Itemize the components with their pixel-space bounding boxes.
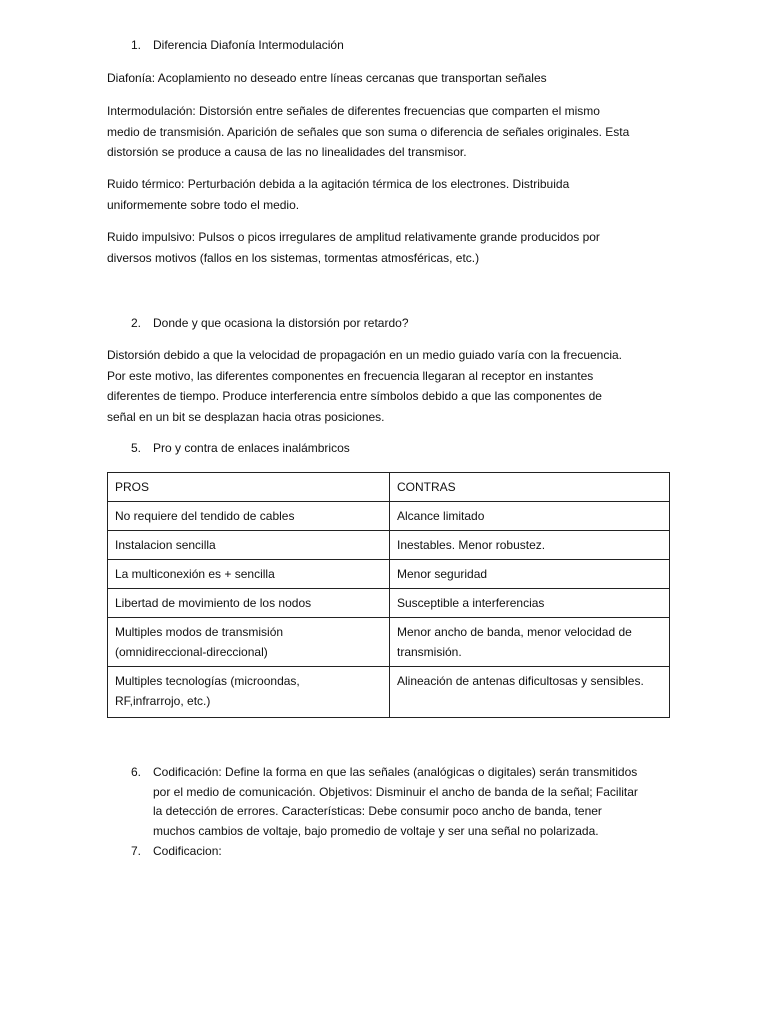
section-number: 6. [131,765,142,779]
section-title: Pro y contra de enlaces inalámbricos [153,441,350,455]
distorsion-retardo-paragraph [107,345,667,427]
table-row [108,589,670,618]
section-number: 2. [131,316,142,330]
paragraph-line: muchos cambios de voltaje, bajo promedio de voltaje y ser una señal no polarizada. [153,823,599,838]
table-cell-contra: Inestables. Menor robustez. [390,531,670,560]
table-cell-contra: Alineación de antenas dificultosas y sensibles. [390,667,670,718]
section-number: 7. [131,844,142,858]
paragraph-line: Ruido impulsivo: Pulsos o picos irregulares de amplitud relativamente grande producidos por [107,230,600,244]
intermodulacion-paragraph [107,101,667,163]
table-cell-pro: Multiples modos de transmisión (omnidireccional-direccional) [108,618,390,667]
table-header-row [108,473,670,502]
table-cell-contra: Menor ancho de banda, menor velocidad de transmisión. [390,618,670,667]
paragraph-line: Por este motivo, las diferentes componentes en frecuencia llegaran al receptor en instantes [107,368,594,383]
ruido-impulsivo-paragraph [107,227,667,268]
table-cell-contra: Susceptible a interferencias [390,589,670,618]
table-cell-pro: No requiere del tendido de cables [108,502,390,531]
section-7-text: Codificacion: [153,844,222,858]
paragraph-line: Codificación: Define la forma en que las señales (analógicas o digitales) serán transmitidos [153,765,638,779]
paragraph-line: la detección de errores. Características: Debe consumir poco ancho de banda, tener [153,804,602,818]
table-row [108,502,670,531]
section-number: 5. [131,441,142,455]
section-6-item [131,763,638,841]
section-title: Donde y que ocasiona la distorsión por retardo? [153,316,409,330]
paragraph-line: uniformemente sobre todo el medio. [107,197,300,212]
table-row [108,667,670,718]
paragraph-line: Distorsión debido a que la velocidad de propagación en un medio guiado varía con la frecuencia. [107,348,623,362]
paragraph-line: Ruido térmico: Perturbación debida a la agitación térmica de los electrones. Distribuida [107,177,570,191]
table-cell-contra: Alcance limitado [390,502,670,531]
pros-contras-table [107,472,670,718]
paragraph-line: medio de transmisión. Aparición de señales que son suma o diferencia de señales originales. Esta [107,124,630,139]
section-2-heading [131,313,409,333]
section-1-heading [131,35,344,55]
table-cell-contra: Menor seguridad [390,560,670,589]
table-row [108,560,670,589]
table-cell-pro: Libertad de movimiento de los nodos [108,589,390,618]
paragraph-line: Intermodulación: Distorsión entre señales de diferentes frecuencias que comparten el mismo [107,104,600,118]
table-cell-pro: Multiples tecnologías (microondas, RF,infrarrojo, etc.) [108,667,390,718]
header-cell-contras: CONTRAS [390,473,670,502]
paragraph-line: diferentes de tiempo. Produce interferencia entre símbolos debido a que las componentes de [107,389,602,403]
table-row [108,531,670,560]
diafonia-paragraph: Diafonía: Acoplamiento no deseado entre líneas cercanas que transportan señales [107,71,547,85]
paragraph-line: distorsión se produce a causa de las no linealidades del transmisor. [107,145,467,159]
header-cell-pros: PROS [108,473,390,502]
section-title: Diferencia Diafonía Intermodulación [153,38,344,52]
table-cell-pro: Instalacion sencilla [108,531,390,560]
paragraph-line: diversos motivos (fallos en los sistemas, tormentas atmosféricas, etc.) [107,250,480,265]
codificacion-paragraph [153,763,638,841]
section-5-heading [131,438,350,458]
section-7-item [131,842,222,862]
table-cell-pro: La multiconexión es + sencilla [108,560,390,589]
paragraph-line: señal en un bit se desplazan hacia otras posiciones. [107,409,385,424]
table-row [108,618,670,667]
section-number: 1. [131,38,142,52]
ruido-termico-paragraph [107,174,667,215]
paragraph-line: por el medio de comunicación. Objetivos: Disminuir el ancho de banda de la señal; Facilitar [153,784,638,799]
